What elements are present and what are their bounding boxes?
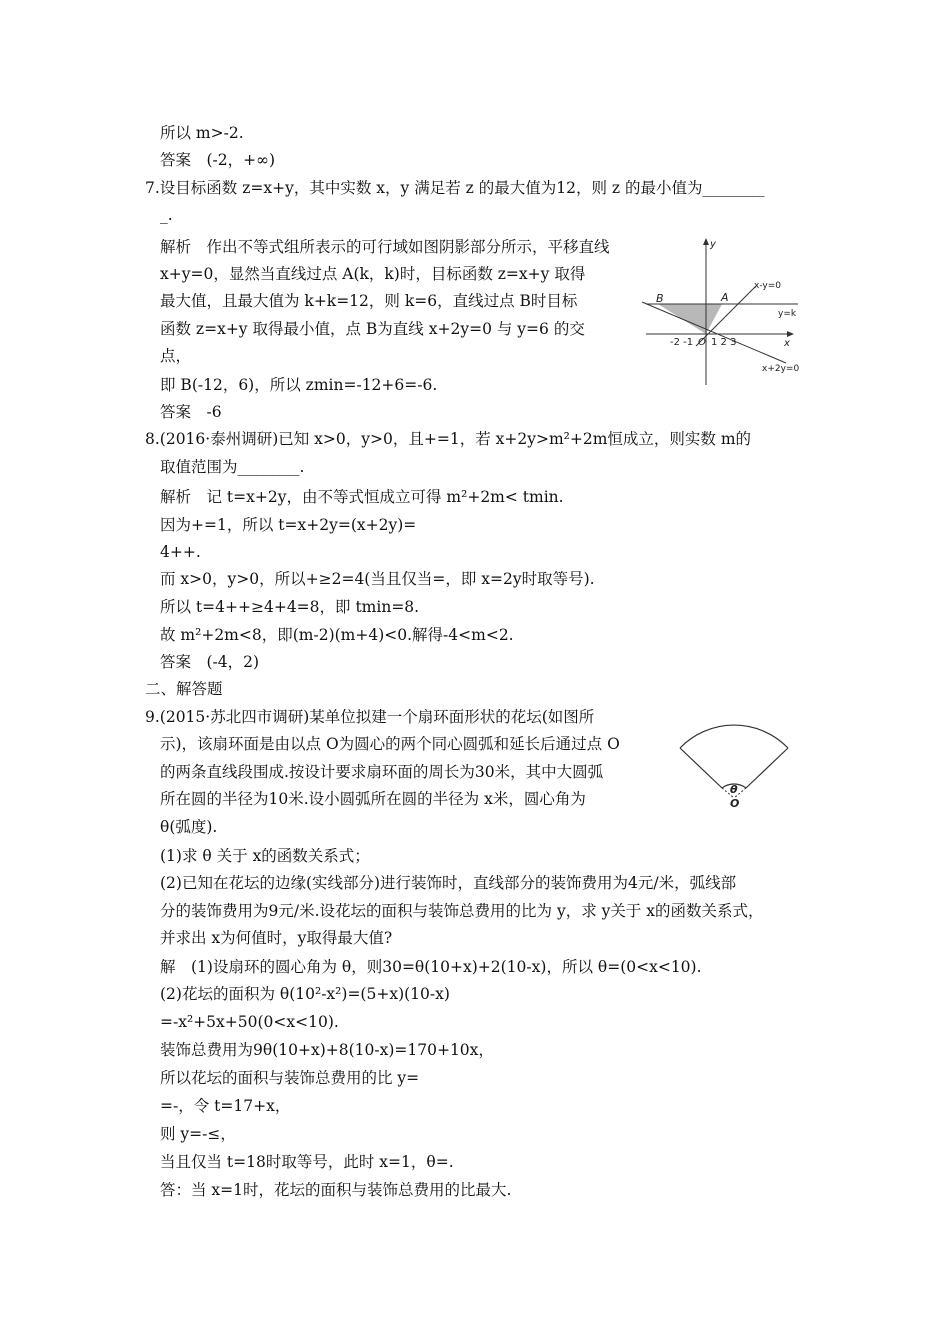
text-line: 4++. <box>160 543 201 561</box>
text-line: θ(弧度). <box>160 818 218 836</box>
text-line: 函数 z=x+y 取得最小值，点 B为直线 x+2y=0 与 y=6 的交 <box>160 320 585 338</box>
x-axis-label: x <box>784 338 790 349</box>
text-line: 最大值，且最大值为 k+k=12，则 k=6，直线过点 B时目标 <box>160 292 578 310</box>
point-b-label: B <box>656 292 664 305</box>
text-line: 答案 (-2，+∞) <box>160 151 276 169</box>
question-8: 8.(2016·泰州调研)已知 x>0，y>0，且+=1，若 x+2y>m²+2m恒成立，则实数 m的 <box>145 430 752 448</box>
section-heading: 二、解答题 <box>145 680 223 698</box>
answer-line: 答案 (-4，2) <box>160 653 260 671</box>
positive-ticks: 1 2 3 <box>711 337 737 348</box>
line-xy0-label: x-y=0 <box>754 281 782 291</box>
text-line: 所以花坛的面积与装饰总费用的比 y= <box>160 1069 420 1087</box>
text-line: 取值范围为________. <box>160 458 305 476</box>
text-line: 当且仅当 t=18时取等号，此时 x=1，θ=. <box>160 1153 454 1171</box>
left-edge <box>680 748 722 788</box>
text-line: 的两条直线段围成.按设计要求扇环面的周长为30米，其中大圆弧 <box>160 763 604 781</box>
text-line: 所以 t=4++≥4+4=8，即 tmin=8. <box>160 598 420 616</box>
annular-sector-figure <box>672 693 797 808</box>
text-line: 解析 作出不等式组所表示的可行域如图阴影部分所示，平移直线 <box>160 238 610 256</box>
text-line: 示)，该扇环面是由以点 O为圆心的两个同心圆弧和延长后通过点 O <box>160 735 620 753</box>
outer-arc <box>680 725 788 748</box>
point-a-label: A <box>721 291 729 304</box>
line-x2y0-label: x+2y=0 <box>762 364 800 374</box>
text-line: 因为+=1，所以 t=x+2y=(x+2y)= <box>160 516 417 534</box>
origin-label: O <box>698 337 706 348</box>
origin-label: O <box>730 797 740 808</box>
text-line: 所在圆的半径为10米.设小圆弧所在圆的半径为 x米，圆心角为 <box>160 790 586 808</box>
text-line: =-x²+5x+50(0<x<10). <box>160 1013 339 1031</box>
text-line: (2)花坛的面积为 θ(10²-x²)=(5+x)(10-x) <box>160 985 450 1003</box>
text-line: 则 y=-≤， <box>160 1125 236 1143</box>
text-line: 解 (1)设扇环的圆心角为 θ，则30=θ(10+x)+2(10-x)，所以 θ=(0<x<10). <box>160 958 702 976</box>
y-axis-label: y <box>710 239 716 250</box>
answer-line: 答案 -6 <box>160 403 222 421</box>
text-line: (2)已知在花坛的边缘(实线部分)进行装饰时，直线部分的装饰费用为4元/米，弧线部 <box>160 874 737 892</box>
text-line: 点， <box>160 347 192 365</box>
text-line: 分的装饰费用为9元/米.设花坛的面积与装饰总费用的比为 y，求 y关于 x的函数关系式， <box>160 902 764 920</box>
text-line: 故 m²+2m<8，即(m-2)(m+4)<0.解得-4<m<2. <box>160 626 514 644</box>
text-line: 解析 记 t=x+2y，由不等式恒成立可得 m²+2m< tmin. <box>160 488 564 506</box>
text-line: 答：当 x=1时，花坛的面积与装饰总费用的比最大. <box>160 1181 512 1199</box>
question-9: 9.(2015·苏北四市调研)某单位拟建一个扇环面形状的花坛(如图所 <box>145 708 595 726</box>
text-line: 并求出 x为何值时，y取得最大值? <box>160 929 393 947</box>
text-line: =-，令 t=17+x， <box>160 1097 291 1115</box>
negative-ticks: -2 -1 <box>670 337 694 348</box>
text-line: 装饰总费用为9θ(10+x)+8(10-x)=170+10x， <box>160 1041 494 1059</box>
text-line: 而 x>0，y>0，所以+≥2=4(当且仅当=，即 x=2y时取等号). <box>160 570 595 588</box>
right-edge <box>746 748 788 788</box>
text-line: 即 B(-12，6)，所以 zmin=-12+6=-6. <box>160 376 438 394</box>
x-axis-arrow <box>787 331 794 337</box>
line-yk-label: y=k <box>778 309 797 319</box>
text-line: 所以 m>-2. <box>160 124 244 142</box>
question-7: 7.设目标函数 z=x+y，其中实数 x，y 满足若 z 的最大值为12，则 z 的最小值为________ <box>145 179 765 197</box>
text-line: _. <box>160 206 173 224</box>
theta-label: θ <box>730 783 738 796</box>
text-line: x+y=0，显然当直线过点 A(k，k)时，目标函数 z=x+y 取得 <box>160 265 586 283</box>
text-line: (1)求 θ 关于 x的函数关系式； <box>160 847 370 865</box>
y-axis-arrow <box>703 238 709 245</box>
feasible-region-figure <box>636 235 811 390</box>
